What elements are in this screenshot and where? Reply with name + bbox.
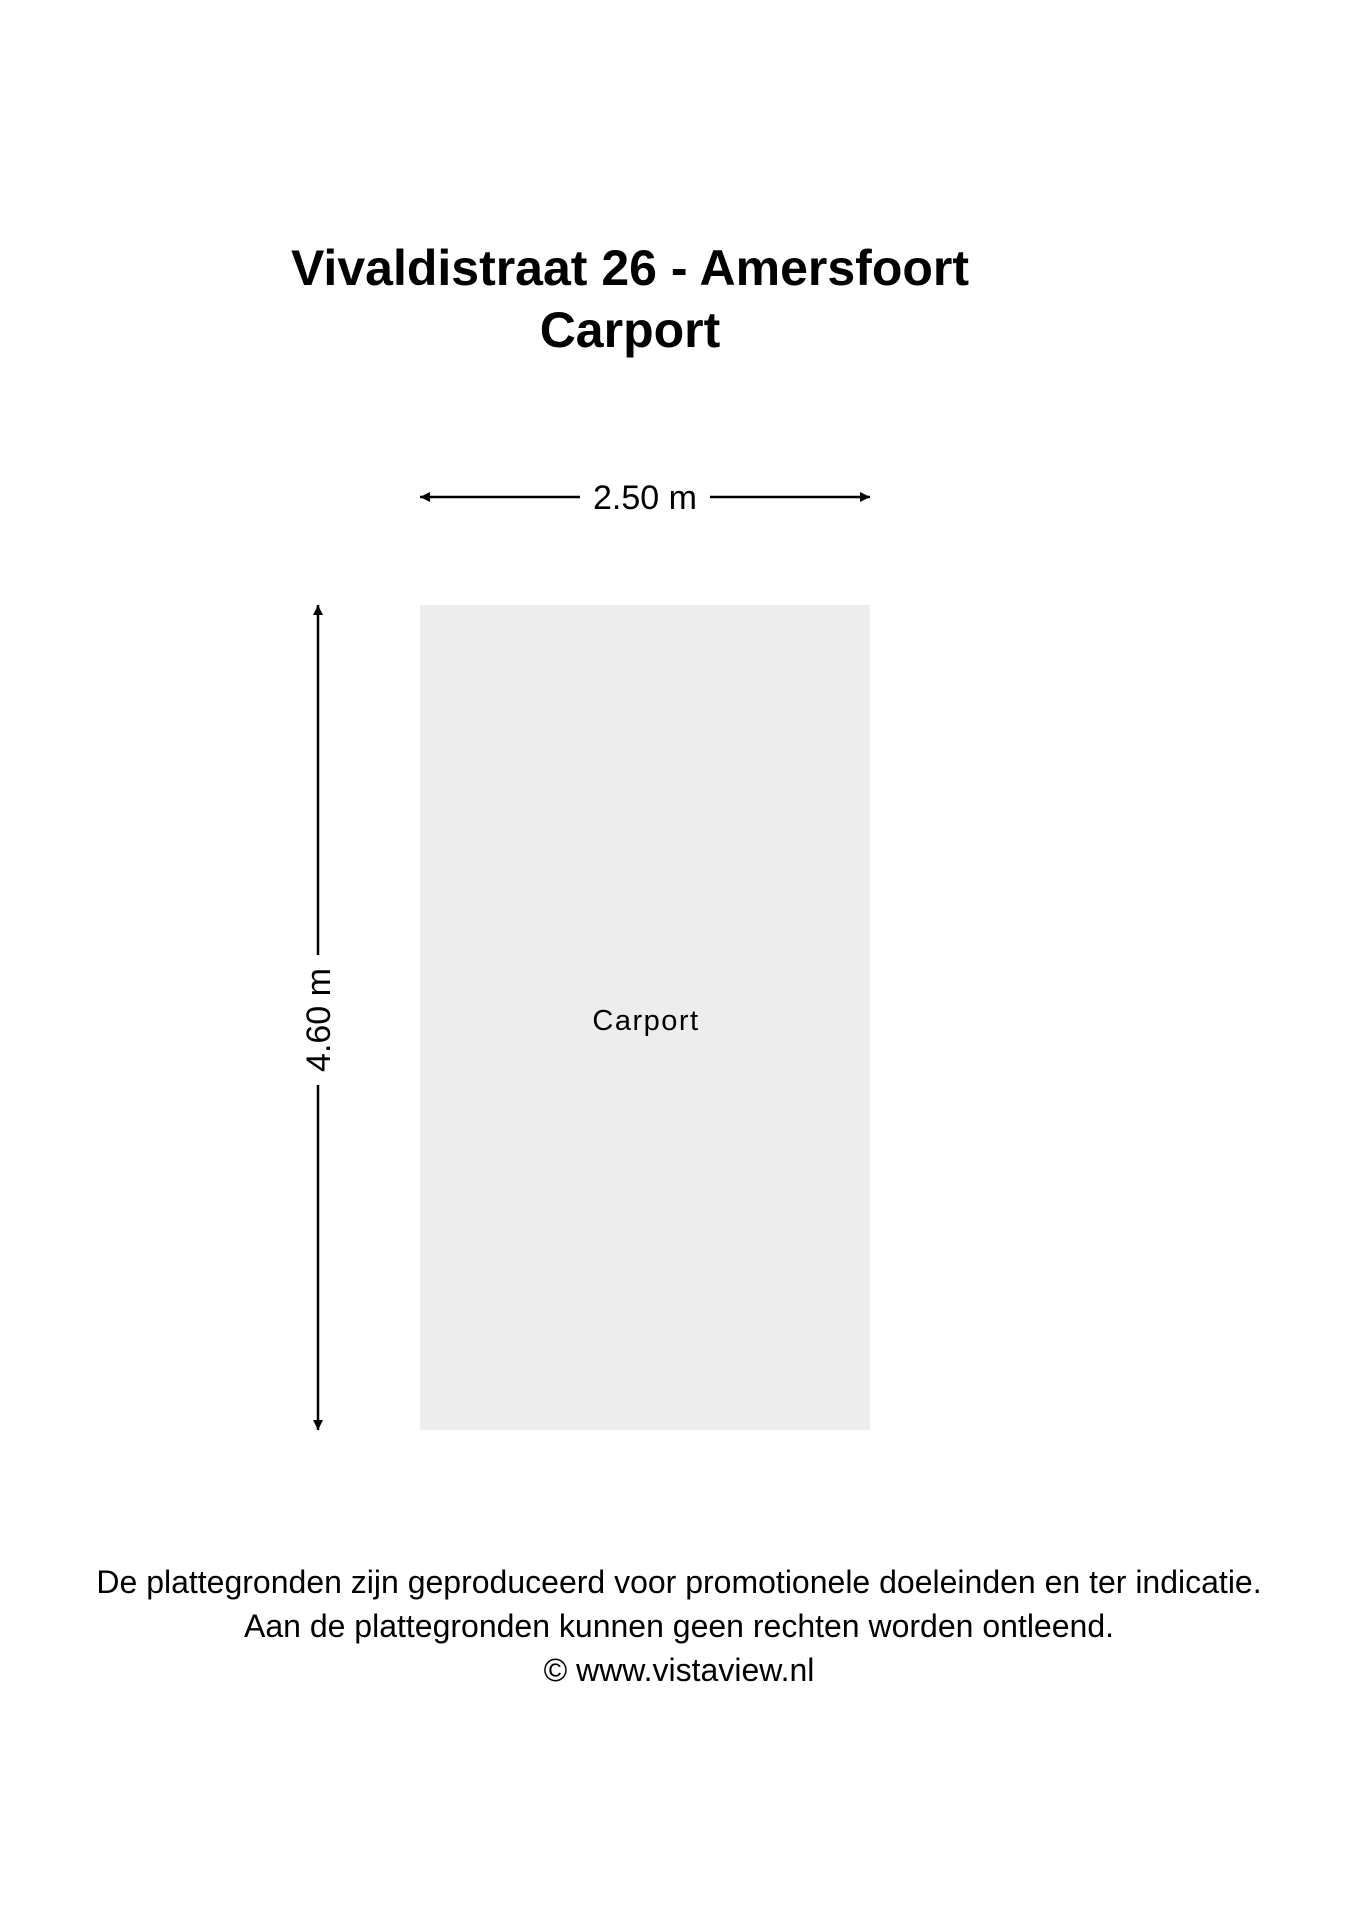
floor-title: Carport (539, 302, 721, 358)
depth-label: 4.60 m (300, 968, 338, 1072)
disclaimer (0, 1560, 1358, 1692)
disclaimer-line-2: Aan de plattegronden kunnen geen rechten worden ontleend. (243, 1608, 1114, 1644)
page-title: Vivaldistraat 26 - Amersfoort (290, 240, 970, 296)
width-label: 2.50 m (593, 479, 697, 517)
disclaimer-line-1: De plattegronden zijn geproduceerd voor promotionele doeleinden en ter indicatie. (96, 1564, 1262, 1600)
copyright-link[interactable]: © www.vistaview.nl (543, 1652, 815, 1688)
room-label: Carport (592, 1005, 700, 1037)
depth-dimension (300, 605, 338, 1430)
width-dimension (420, 479, 870, 517)
